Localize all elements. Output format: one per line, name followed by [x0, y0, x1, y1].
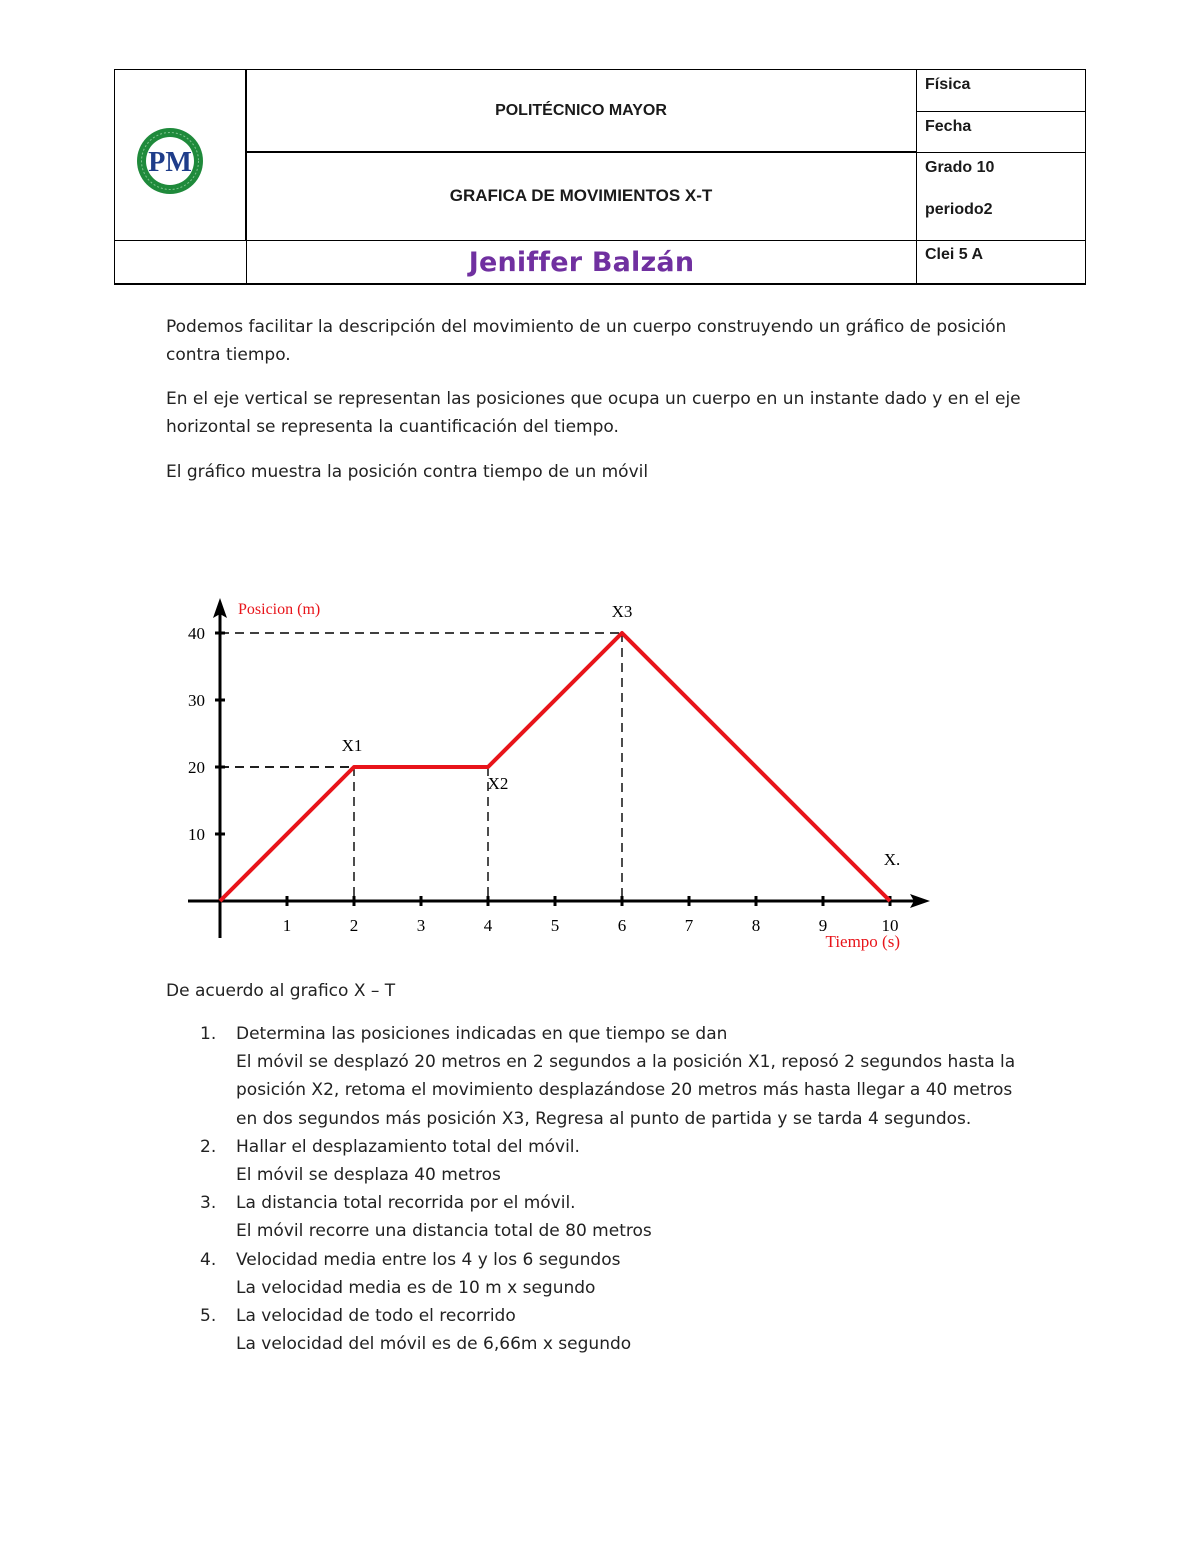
question-item: [166, 1020, 1066, 1133]
x-tick-label: 1: [282, 916, 292, 935]
y-tick-label: 40: [188, 624, 205, 643]
x-tick-label: 7: [684, 916, 694, 935]
x-tick-label: 2: [349, 916, 359, 935]
col-divider: [246, 69, 247, 240]
header-table: [114, 69, 1086, 285]
period-label: periodo2: [925, 201, 993, 218]
point-label: X2: [487, 774, 509, 793]
title-cell: [246, 152, 916, 240]
answer-text: El móvil se desplaza 40 metros: [236, 1165, 501, 1186]
question-text: Velocidad media entre los 4 y los 6 segundos: [236, 1249, 621, 1270]
chart-svg: [150, 590, 950, 960]
date-label: Fecha: [925, 118, 972, 135]
answer-text: El móvil recorre una distancia total de 80 metros: [236, 1221, 652, 1242]
question-item: [166, 1302, 1066, 1358]
school-logo: [135, 126, 205, 196]
group-cell: [916, 240, 1086, 285]
position-series-line: [220, 633, 890, 901]
subject-label: Física: [925, 76, 971, 93]
doc-title: GRAFICA DE MOVIMIENTOS X-T: [449, 186, 713, 205]
point-label: X.: [883, 850, 901, 869]
y-tick-label: 10: [188, 825, 205, 844]
x-tick-label: 4: [483, 916, 493, 935]
date-cell: [916, 111, 1086, 152]
question-item: [166, 1133, 1066, 1189]
subject-cell: [916, 69, 1086, 111]
empty-cell: [114, 240, 246, 285]
intro-paragraph-1: Podemos facilitar la descripción del movimiento de un cuerpo construyendo un gráfico de posición contra tiempo.: [166, 317, 1007, 365]
x-axis-title: Tiempo (s): [825, 932, 900, 951]
intro-paragraph-3: El gráfico muestra la posición contra tiempo de un móvil: [166, 462, 649, 482]
logo-cell: [114, 69, 246, 240]
question-number: 1.: [200, 1024, 217, 1044]
author-name: Jeniffer Balzán: [468, 246, 695, 278]
answer-text: La velocidad del móvil es de 6,66m x segundo: [236, 1334, 632, 1355]
row-divider: [246, 152, 1086, 153]
answer-text: El móvil se desplazó 20 metros en 2 segundos a la posición X1, reposó 2 segundos hasta la posición X2, retoma el movimiento desplazándose 20 metros más hasta llegar a 40 metros en dos segundos más posición X3, Regresa al punto de partida y se tarda 4 segundos.: [236, 1052, 1016, 1129]
institution-cell: [246, 69, 916, 152]
questions-intro: De acuerdo al grafico X – T: [166, 981, 396, 1001]
grade-label: Grado 10: [925, 159, 995, 176]
x-tick-label: 6: [617, 916, 627, 935]
question-item: [166, 1189, 1066, 1245]
position-time-chart: [150, 590, 950, 960]
question-number: 2.: [200, 1136, 217, 1157]
logo-text: PM: [148, 147, 192, 178]
col-divider: [916, 69, 917, 240]
grade-cell: [916, 152, 1086, 240]
question-text: La distancia total recorrida por el móvil.: [236, 1193, 576, 1214]
y-axis-title: Posicion (m): [238, 601, 321, 618]
y-tick-label: 30: [188, 691, 205, 710]
answer-text: La velocidad media es de 10 m x segundo: [236, 1277, 596, 1298]
x-tick-label: 10: [881, 916, 899, 935]
question-item: [166, 1246, 1066, 1302]
question-text: Determina las posiciones indicadas en que tiempo se dan: [236, 1024, 728, 1044]
x-tick-label: 3: [416, 916, 426, 935]
x-tick-label: 8: [751, 916, 761, 935]
author-cell: [246, 240, 916, 285]
x-tick-label: 5: [550, 916, 560, 935]
question-number: 3.: [200, 1193, 217, 1214]
question-number: 5.: [200, 1306, 217, 1327]
question-text: Hallar el desplazamiento total del móvil.: [236, 1136, 580, 1157]
group-label: Clei 5 A: [925, 246, 984, 263]
questions-list: [166, 1020, 1066, 1358]
point-label: X1: [341, 736, 363, 755]
x-tick-label: 9: [818, 916, 828, 935]
y-tick-label: 20: [188, 758, 205, 777]
question-number: 4.: [200, 1249, 217, 1270]
intro-paragraph-2: En el eje vertical se representan las posiciones que ocupa un cuerpo en un instante dado y en el eje horizontal se representa la cuantificación del tiempo.: [166, 389, 1021, 437]
question-text: La velocidad de todo el recorrido: [236, 1306, 516, 1327]
institution-name: POLITÉCNICO MAYOR: [495, 101, 667, 119]
point-label: X3: [611, 602, 633, 621]
